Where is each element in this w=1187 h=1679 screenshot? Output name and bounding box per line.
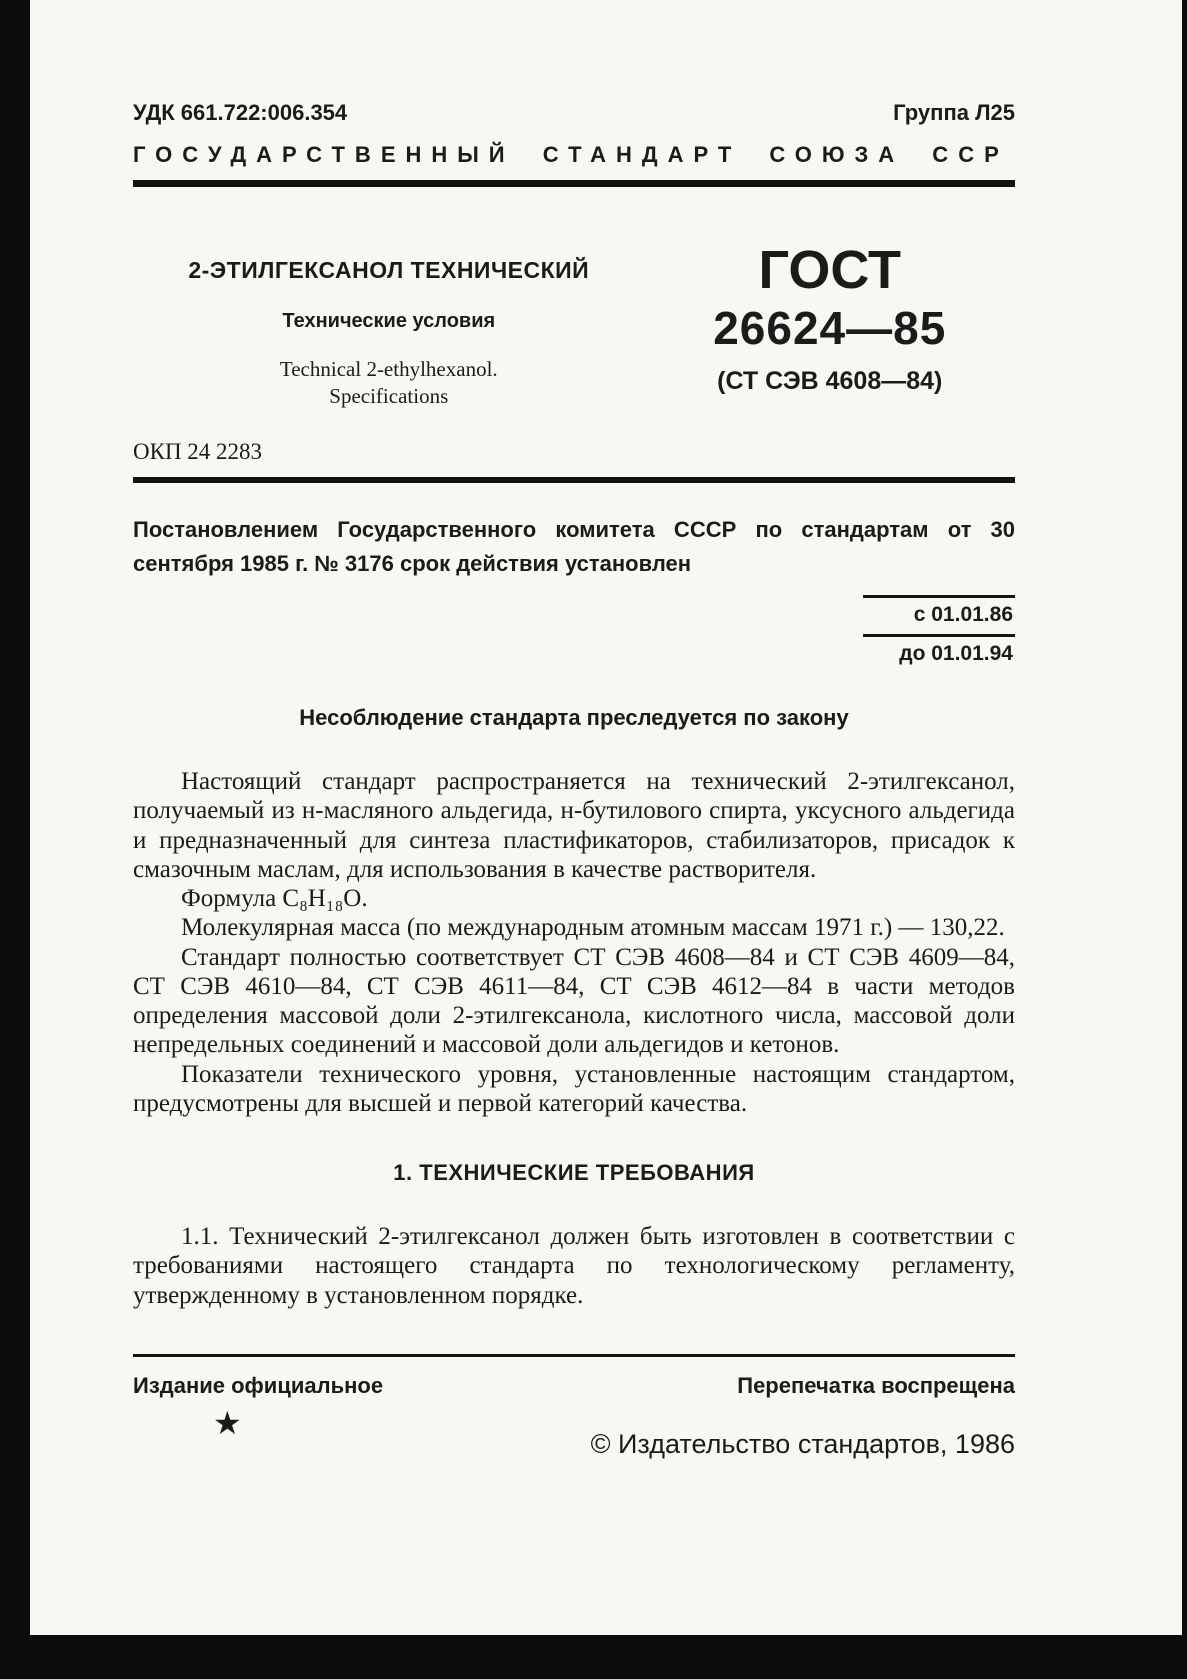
reprint-forbidden-label: Перепечатка воспрещена	[737, 1372, 1015, 1398]
state-standard-header: ГОСУДАРСТВЕННЫЙ СТАНДАРТ СОЮЗА ССР	[133, 142, 1009, 167]
scan-border-right	[1182, 0, 1187, 1679]
standard-title-en: Technical 2-ethylhexanol.	[279, 357, 498, 381]
group-code: Группа Л25	[893, 100, 1015, 125]
copyright-line: © Издательство стандартов, 1986	[590, 1428, 1015, 1459]
footer-bottom	[133, 1404, 1015, 1460]
body-text	[133, 767, 1015, 1118]
meta-row	[133, 100, 1015, 126]
valid-from-date: с 01.01.86	[863, 595, 1015, 634]
footer-rule	[133, 1354, 1015, 1357]
body-paragraph: Молекулярная масса (по международным атомным массам 1971 г.) — 130,22.	[181, 914, 1005, 942]
okp-rule	[133, 477, 1015, 483]
okp-code: ОКП 24 2283	[133, 439, 263, 464]
standard-title-ru: 2-ЭТИЛГЕКСАНОЛ ТЕХНИЧЕСКИЙ	[188, 257, 590, 283]
title-left-column	[133, 243, 645, 409]
validity-dates	[863, 595, 1015, 673]
st-sev-reference: (СТ СЭВ 4608—84)	[717, 367, 943, 395]
standard-subtitle-ru: Технические условия	[282, 310, 496, 332]
valid-to-date: до 01.01.94	[863, 634, 1015, 673]
official-edition-label: Издание официальное	[133, 1372, 384, 1398]
gost-label: ГОСТ	[758, 240, 902, 300]
section-body	[133, 1222, 1015, 1310]
body-paragraph: Настоящий стандарт распространяется на технический 2-этилгексанол, получаемый из н-масляного альдегида, н-бутилового спирта, уксусного альдегида и предназначенный для синтеза пластификаторов, стабилизаторов, присадок к смазочным маслам, для использования в качестве растворителя.	[133, 768, 1015, 883]
standard-subtitle-en: Specifications	[329, 384, 449, 408]
body-paragraph: Стандарт полностью соответствует СТ СЭВ 4608—84 и СТ СЭВ 4609—84, СТ СЭВ 4610—84, СТ СЭВ 4611—84, СТ СЭВ 4612—84 в части методов определения массовой доли 2-этилгексанола, кислотного числа, массовой доли непредельных соединений и массовой доли альдегидов и кетонов.	[133, 943, 1015, 1059]
gost-number: 26624—85	[713, 302, 947, 354]
decree-text: Постановлением Государственного комитета СССР по стандартам от 30 сентября 1985 г. № 3176 срок действия установлен	[133, 517, 1015, 577]
legal-notice: Несоблюдение стандарта преследуется по закону	[299, 705, 849, 731]
body-paragraph: Показатели технического уровня, установленные настоящим стандартом, предусмотрены для высшей и первой категорий качества.	[133, 1060, 1015, 1117]
document-page	[133, 0, 1015, 1460]
body-paragraph-1-1: 1.1. Технический 2-этилгексанол должен быть изготовлен в соответствии с требованиями настоящего стандарта по технологическому регламенту, утвержденному в установленном порядке.	[133, 1223, 1015, 1309]
header-rule	[133, 180, 1015, 187]
star-icon: ★	[213, 1404, 242, 1441]
section-heading: 1. ТЕХНИЧЕСКИЕ ТРЕБОВАНИЯ	[393, 1160, 755, 1186]
body-paragraph-formula: Формула С₈Н₁₈О.	[181, 885, 368, 913]
scan-border-bottom	[0, 1635, 1187, 1679]
udk-code: УДК 661.722:006.354	[133, 100, 348, 125]
title-right-column	[645, 240, 1015, 409]
scan-border-left	[0, 0, 30, 1679]
title-section	[133, 240, 1015, 409]
footer-row	[133, 1373, 1015, 1399]
